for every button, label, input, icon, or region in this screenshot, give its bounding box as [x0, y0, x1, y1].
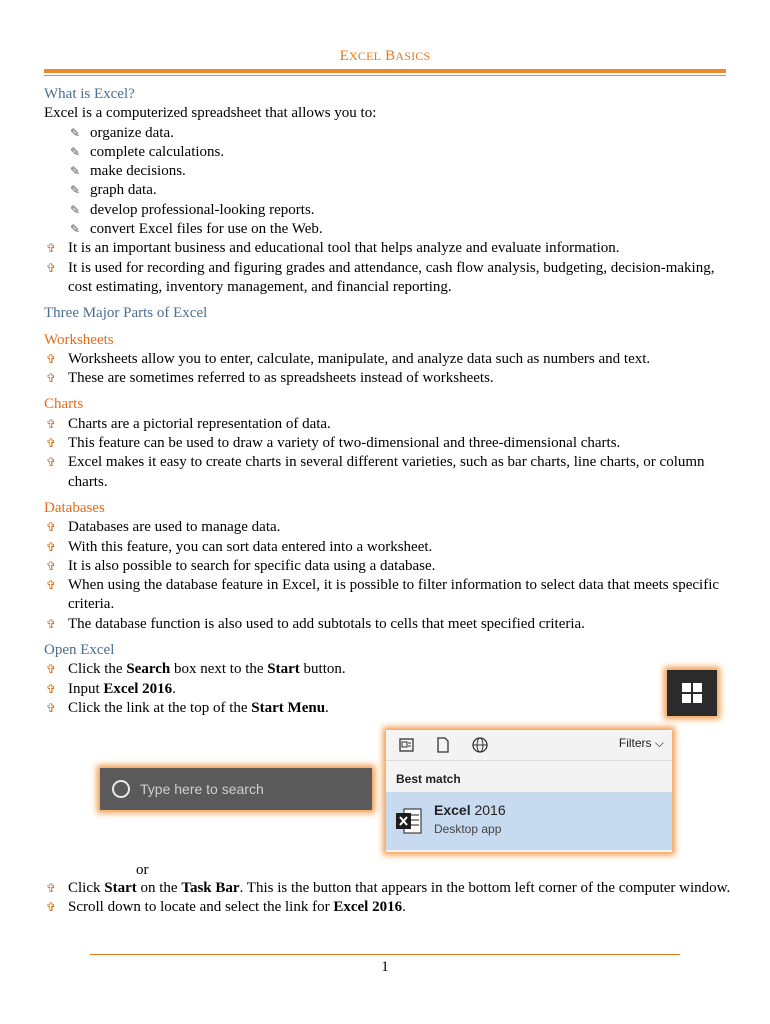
cross-bullet-icon: ✞	[46, 436, 57, 451]
list-item: ✞ When using the database feature in Excel, it is possible to filter information to select data that meets specific criteria.	[46, 577, 720, 613]
or-separator: or	[136, 862, 149, 878]
charts-bullets	[44, 415, 734, 492]
document-body	[44, 85, 734, 718]
list-item: ✞ These are sometimes referred to as spreadsheets instead of worksheets.	[44, 369, 734, 388]
header-rule-thin	[44, 75, 726, 76]
list-item: ✞ Click the link at the top of the Start Menu.	[44, 699, 734, 718]
heading-databases: Databases	[44, 499, 105, 516]
alternative-steps	[44, 879, 734, 918]
cross-bullet-icon: ✞	[46, 260, 57, 275]
list-item: ✞ It is used for recording and figuring grades and attendance, cash flow analysis, budgeting, decision-making, cost estimating, inventory management, and financial reporting.	[46, 259, 715, 295]
excel-app-icon	[396, 806, 422, 836]
cross-bullet-icon: ✞	[46, 455, 57, 470]
header-rule	[44, 69, 726, 73]
list-item: ✞ Charts are a pictorial representation of data.	[44, 415, 734, 434]
list-item: ✞ It is an important business and educational tool that helps analyze and evaluate information.	[44, 239, 734, 258]
windows-start-button[interactable]	[667, 670, 717, 716]
intro-bullets	[44, 239, 734, 297]
filters-dropdown[interactable]	[619, 736, 664, 751]
pencil-bullet-icon: ✎	[70, 202, 81, 217]
divider	[386, 760, 672, 761]
pencil-bullet-icon: ✎	[70, 164, 81, 179]
list-item: ✞ Click the Search box next to the Start button.	[44, 660, 734, 679]
list-item: ✎ convert Excel files for use on the Web.	[44, 220, 734, 239]
page-number: 1	[381, 959, 389, 975]
list-item: ✎ make decisions.	[44, 162, 734, 181]
heading-what-is-excel: What is Excel?	[44, 86, 135, 102]
intro-sub-list	[44, 124, 734, 240]
list-item: ✎ develop professional-looking reports.	[44, 201, 734, 220]
heading-worksheets: Worksheets	[44, 331, 114, 348]
pencil-bullet-icon: ✎	[70, 183, 81, 198]
cross-bullet-icon: ✞	[46, 351, 57, 366]
search-placeholder: Type here to search	[140, 781, 264, 797]
cross-bullet-icon: ✞	[46, 662, 57, 677]
chevron-down-icon: ⌵	[654, 736, 664, 750]
cross-bullet-icon: ✞	[46, 616, 57, 631]
cross-bullet-icon: ✞	[46, 881, 57, 895]
list-item: ✎ complete calculations.	[44, 143, 734, 162]
cortana-circle-icon	[112, 780, 130, 798]
best-match-label: Best match	[396, 772, 461, 786]
cross-bullet-icon: ✞	[46, 371, 57, 386]
app-type: Desktop app	[434, 822, 502, 836]
globe-icon[interactable]	[471, 736, 489, 754]
heading-open-excel: Open Excel	[44, 642, 115, 659]
cross-bullet-icon: ✞	[46, 416, 57, 431]
heading-charts: Charts	[44, 396, 84, 413]
cross-bullet-icon: ✞	[46, 558, 57, 573]
alternative-bullets	[44, 879, 734, 918]
databases-bullets	[44, 518, 734, 634]
cross-bullet-icon: ✞	[46, 241, 57, 256]
documents-icon[interactable]	[398, 736, 416, 754]
list-item: ✞ With this feature, you can sort data entered into a worksheet.	[44, 538, 734, 557]
cross-bullet-icon: ✞	[46, 700, 57, 715]
windows-logo-icon	[682, 683, 702, 703]
heading-three-parts: Three Major Parts of Excel	[44, 305, 208, 322]
list-item: ✞ Scroll down to locate and select the link for Excel 2016.	[44, 898, 734, 917]
list-item: ✞ This feature can be used to draw a variety of two-dimensional and three-dimensional charts.	[44, 434, 734, 453]
cross-bullet-icon: ✞	[46, 520, 57, 535]
list-item: ✞ The database function is also used to add subtotals to cells that meet specified criteria.	[44, 615, 734, 634]
pencil-bullet-icon: ✎	[70, 125, 81, 140]
start-menu-panel	[386, 730, 672, 852]
excel-2016-result[interactable]	[386, 792, 672, 850]
list-item: ✞ Input Excel 2016.	[44, 680, 734, 699]
list-item: ✞ Excel makes it easy to create charts in several different varieties, such as bar charts, line charts, or column charts.	[46, 454, 705, 490]
page-title: EXCEL BASICS	[339, 48, 431, 64]
file-icon[interactable]	[434, 736, 452, 754]
list-item: ✎ graph data.	[44, 181, 734, 200]
taskbar-search-box[interactable]	[100, 768, 372, 810]
list-item: ✞ It is also possible to search for specific data using a database.	[44, 557, 734, 576]
footer-rule	[90, 954, 680, 955]
intro-lead: Excel is a computerized spreadsheet that allows you to:	[44, 105, 377, 122]
open-excel-bullets	[44, 660, 734, 718]
worksheets-bullets	[44, 350, 734, 389]
cross-bullet-icon: ✞	[46, 681, 57, 696]
list-item: ✞ Databases are used to manage data.	[44, 518, 734, 537]
list-item: ✞ Click Start on the Task Bar. This is the button that appears in the bottom left corner of the computer window.	[44, 879, 734, 898]
list-item: ✎ organize data.	[44, 124, 734, 143]
pencil-bullet-icon: ✎	[70, 222, 81, 237]
app-name: Excel 2016	[434, 802, 506, 818]
menu-filter-icons	[398, 736, 489, 756]
cross-bullet-icon: ✞	[46, 578, 57, 593]
filters-label: Filters	[618, 736, 652, 750]
pencil-bullet-icon: ✎	[70, 144, 81, 159]
list-item: ✞ Worksheets allow you to enter, calculate, manipulate, and analyze data such as numbers and text.	[44, 350, 734, 369]
cross-bullet-icon: ✞	[46, 900, 57, 915]
cross-bullet-icon: ✞	[46, 539, 57, 554]
